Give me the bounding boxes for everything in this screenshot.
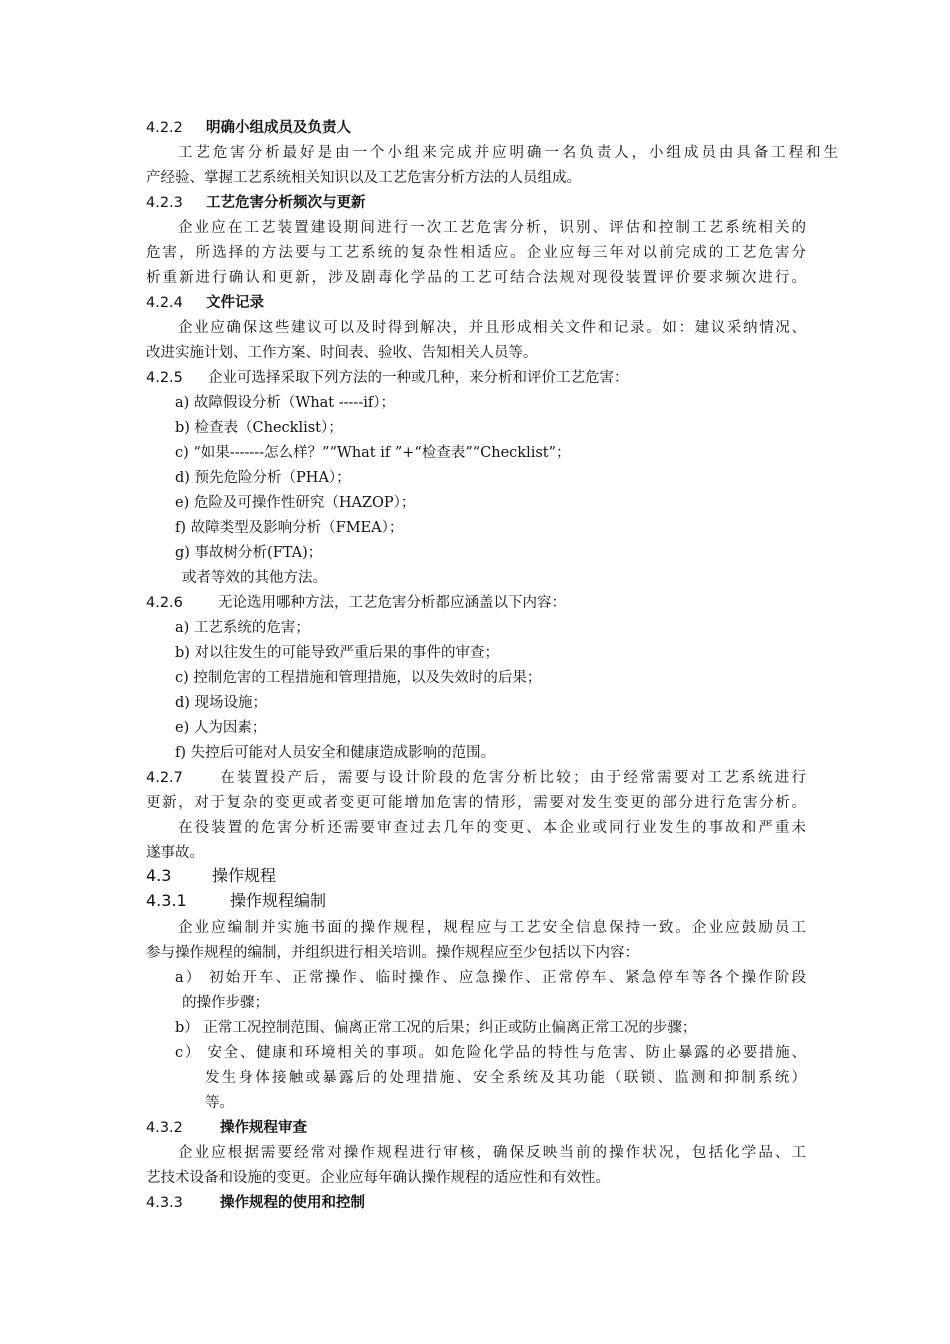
heading-text: 工艺危害分析频次与更新: [206, 195, 366, 211]
list-item-continued: 的操作步骤；: [182, 995, 269, 1011]
list-item-continued: 发生身体接触或暴露后的处理措施、安全系统及其功能（联锁、监测和抑制系统）: [205, 1070, 806, 1086]
list-item: g) 事故树分析(FTA)；: [175, 545, 323, 561]
clause-4-2-6: [146, 593, 566, 613]
list-item: e) 人为因素；: [175, 720, 267, 736]
list-item-continued: 等。: [205, 1095, 234, 1111]
list-item: b) 对以往发生的可能导致严重后果的事件的审查；: [175, 645, 500, 661]
heading-4-3-3: [146, 1193, 365, 1213]
paragraph-line: 企业应编制并实施书面的操作规程，规程应与工艺安全信息保持一致。企业应鼓励员工: [178, 920, 806, 936]
heading-text: 明确小组成员及负责人: [206, 120, 351, 136]
paragraph-line: 参与操作规程的编制，并组织进行相关培训。操作规程应至少包括以下内容：: [146, 945, 639, 961]
paragraph-line: 析重新进行确认和更新，涉及剧毒化学品的工艺可结合法规对现役装置评价要求频次进行。: [146, 270, 806, 286]
heading-4-3-1: [146, 891, 326, 911]
paragraph-line: 在役装置的危害分析还需要审查过去几年的变更、本企业或同行业发生的事故和严重未: [178, 820, 806, 836]
list-item: c) “如果-------怎么样？”“What if ”+“检查表”“Checklist”；: [175, 445, 571, 461]
heading-text: 操作规程的使用和控制: [220, 1195, 365, 1211]
list-item: d) 预先危险分析（PHA）；: [175, 470, 351, 486]
section-number: 4.2.3: [146, 195, 183, 211]
paragraph-line: 企业应根据需要经常对操作规程进行审核，确保反映当前的操作状况，包括化学品、工: [178, 1145, 806, 1161]
paragraph-line: 遂事故。: [146, 845, 204, 861]
section-number: 4.2.2: [146, 120, 183, 136]
list-item: d) 现场设施；: [175, 695, 268, 711]
paragraph-line: 或者等效的其他方法。: [182, 570, 327, 586]
list-item: c) 控制危害的工程措施和管理措施，以及失效时的后果；: [175, 670, 542, 686]
heading-text: 操作规程: [212, 866, 277, 885]
list-item: a) 故障假设分析（What -----if）；: [175, 395, 395, 411]
list-item: b) 检查表（Checklist）；: [175, 420, 343, 436]
paragraph-line: 产经验、掌握工艺系统相关知识以及工艺危害分析方法的人员组成。: [146, 170, 581, 186]
heading-4-2-2: [146, 118, 351, 138]
section-number: 4.2.5: [146, 370, 183, 386]
heading-text: 操作规程编制: [230, 891, 327, 910]
paragraph-line: 改进实施计划、工作方案、时间表、验收、告知相关人员等。: [146, 345, 538, 361]
paragraph-line: 艺技术设备和设施的变更。企业应每年确认操作规程的适应性和有效性。: [146, 1170, 610, 1186]
section-number: 4.2.7: [146, 770, 183, 786]
clause-4-2-7: [146, 768, 806, 788]
list-item: a) 工艺系统的危害；: [175, 620, 310, 636]
paragraph-line: 更新，对于复杂的变更或者变更可能增加危害的情形，需要对发生变更的部分进行危害分析。: [146, 795, 806, 811]
heading-text: 文件记录: [206, 295, 264, 311]
clause-text: 在装置投产后，需要与设计阶段的危害分析比较；由于经常需要对工艺系统进行: [218, 770, 806, 786]
list-item: f) 故障类型及影响分析（FMEA）；: [175, 520, 404, 536]
paragraph-line: 企业应在工艺装置建设期间进行一次工艺危害分析，识别、评估和控制工艺系统相关的: [178, 220, 806, 236]
list-item: a） 初始开车、正常操作、临时操作、应急操作、正常停车、紧急停车等各个操作阶段: [175, 970, 806, 986]
heading-4-3: [146, 866, 276, 886]
clause-text: 企业可选择采取下列方法的一种或几种，来分析和评价工艺危害：: [208, 370, 629, 386]
section-number: 4.3.2: [146, 1120, 183, 1136]
section-number: 4.3.1: [146, 891, 187, 910]
list-item: f) 失控后可能对人员安全和健康造成影响的范围。: [175, 745, 496, 761]
heading-4-2-4: [146, 293, 264, 313]
clause-4-2-5: [146, 368, 629, 388]
list-item: c） 安全、健康和环境相关的事项。如危险化学品的特性与危害、防止暴露的必要措施、: [175, 1045, 806, 1061]
heading-4-3-2: [146, 1118, 307, 1138]
section-number: 4.2.4: [146, 295, 183, 311]
section-number: 4.3.3: [146, 1195, 183, 1211]
paragraph-line: 企业应确保这些建议可以及时得到解决，并且形成相关文件和记录。如：建议采纳情况、: [178, 320, 806, 336]
heading-text: 操作规程审查: [220, 1120, 307, 1136]
section-number: 4.3: [146, 866, 172, 885]
section-number: 4.2.6: [146, 595, 183, 611]
paragraph-line: 工艺危害分析最好是由一个小组来完成并应明确一名负责人，小组成员由具备工程和生: [178, 145, 838, 161]
list-item: e) 危险及可操作性研究（HAZOP）；: [175, 495, 416, 511]
clause-text: 无论选用哪种方法，工艺危害分析都应涵盖以下内容：: [218, 595, 566, 611]
paragraph-line: 危害，所选择的方法要与工艺系统的复杂性相适应。企业应每三年对以前完成的工艺危害分: [146, 245, 806, 261]
list-item: b） 正常工况控制范围、偏离正常工况的后果；纠正或防止偏离正常工况的步骤；: [175, 1020, 697, 1036]
heading-4-2-3: [146, 193, 366, 213]
